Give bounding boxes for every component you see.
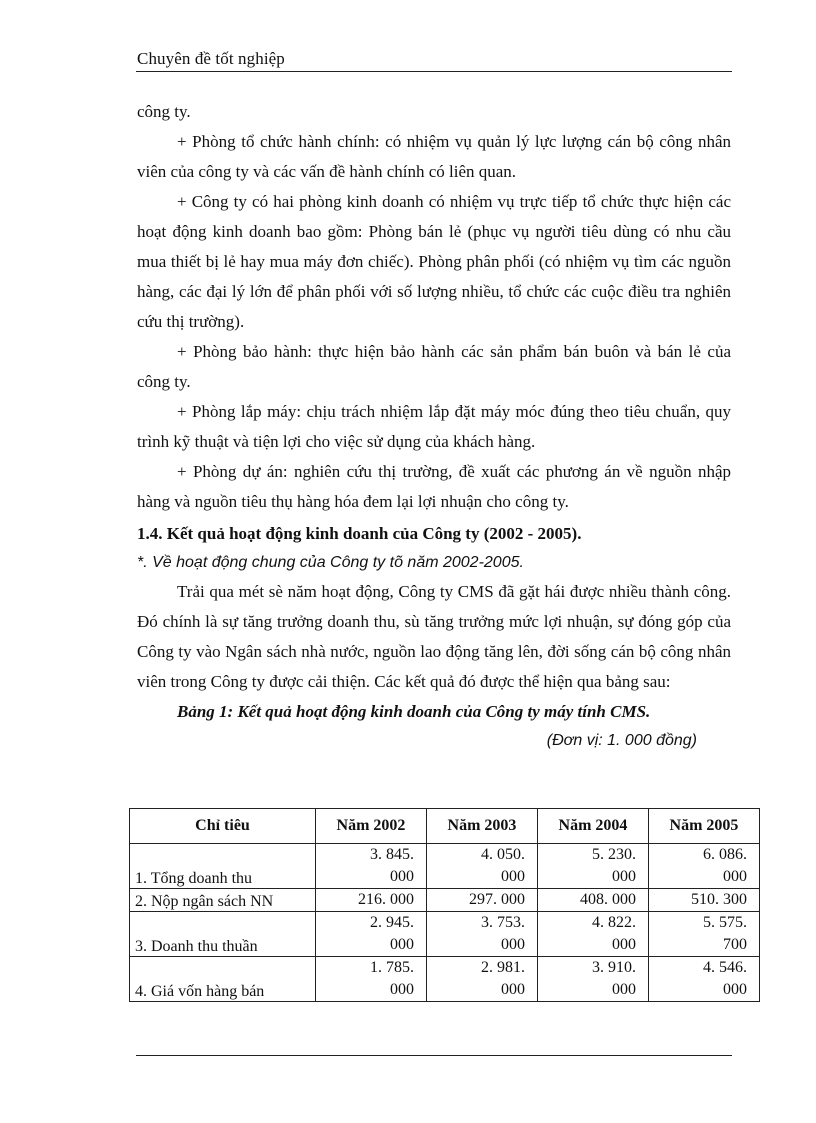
cell-value: 2. 981. 000 [427, 957, 538, 1002]
paragraph-phong-lap-may: + Phòng lắp máy: chịu trách nhiệm lắp đặt máy móc đúng theo tiêu chuẩn, quy trình kỹ thuật và tiện lợi cho việc sử dụng của khách hàng. [137, 402, 731, 451]
row-label: 3. Doanh thu thuần [130, 912, 316, 957]
table-header-row [130, 809, 760, 844]
cell-value: 3. 845. 000 [316, 844, 427, 889]
paragraph-phong-kinh-doanh: + Công ty có hai phòng kinh doanh có nhiệm vụ trực tiếp tổ chức thực hiện các hoạt động kinh doanh bao gồm: Phòng bán lẻ (phục vụ người tiêu dùng có nhu cầu mua thiết bị lẻ hay mua máy đơn chiếc). Phòng phân phối (có nhiệm vụ tìm các nguồn hàng, các đại lý lớn để phân phối với số lượng nhiều, tổ chức các cuộc điều tra nghiên cứu thị trường). [137, 192, 731, 331]
cell-value: 2. 945. 000 [316, 912, 427, 957]
section-intro: Trải qua mét sè năm hoạt động, Công ty CMS đã gặt hái được nhiều thành công. Đó chính là sự tăng trưởng doanh thu, sù tăng trưởng mức lợi nhuận, sự đóng góp của Công ty vào Ngân sách nhà nước, nguồn lao động tăng lên, đời sống cán bộ công nhân viên trong Công ty được cải thiện. Các kết quả đó được thể hiện qua bảng sau: [137, 582, 731, 691]
row-label: 4. Giá vốn hàng bán [130, 957, 316, 1002]
cell-value: 3. 910. 000 [538, 957, 649, 1002]
results-table [129, 808, 760, 1002]
header-year-2004: Năm 2004 [538, 809, 649, 844]
row-label: 1. Tổng doanh thu [130, 844, 316, 889]
cell-value: 1. 785. 000 [316, 957, 427, 1002]
cell-value: 408. 000 [538, 889, 649, 912]
row-label: 2. Nộp ngân sách NN [130, 889, 316, 912]
table-row [130, 889, 760, 912]
cell-value: 4. 546. 000 [649, 957, 760, 1002]
header-year-2002: Năm 2002 [316, 809, 427, 844]
section-heading: 1.4. Kết quả hoạt động kinh doanh của Công ty (2002 - 2005). [137, 524, 582, 543]
cell-value: 297. 000 [427, 889, 538, 912]
cell-value: 510. 300 [649, 889, 760, 912]
cell-value: 4. 822. 000 [538, 912, 649, 957]
table-caption: Bảng 1: Kết quả hoạt động kinh doanh của Công ty máy tính CMS. [177, 702, 651, 721]
table-row [130, 957, 760, 1002]
footer-divider [136, 1055, 732, 1056]
header-divider [136, 71, 732, 72]
document-body [137, 97, 731, 755]
cell-value: 5. 230. 000 [538, 844, 649, 889]
paragraph-continuation: công ty. [137, 102, 191, 121]
table-row [130, 912, 760, 957]
cell-value: 6. 086. 000 [649, 844, 760, 889]
paragraph-phong-to-chuc: + Phòng tổ chức hành chính: có nhiệm vụ quản lý lực lượng cán bộ công nhân viên của công ty và các vấn đề hành chính có liên quan. [137, 132, 731, 181]
section-subheading: *. Về hoạt động chung của Công ty tõ năm 2002-2005. [137, 554, 524, 571]
cell-value: 5. 575. 700 [649, 912, 760, 957]
page-header-title: Chuyên đề tốt nghiệp [137, 49, 285, 68]
cell-value: 216. 000 [316, 889, 427, 912]
header-year-2003: Năm 2003 [427, 809, 538, 844]
cell-value: 4. 050. 000 [427, 844, 538, 889]
table-unit: (Đơn vị: 1. 000 đồng) [546, 732, 697, 749]
table-row [130, 844, 760, 889]
cell-value: 3. 753. 000 [427, 912, 538, 957]
paragraph-phong-bao-hanh: + Phòng bảo hành: thực hiện bảo hành các sản phẩm bán buôn và bán lẻ của công ty. [137, 342, 731, 391]
header-year-2005: Năm 2005 [649, 809, 760, 844]
header-chi-tieu: Chỉ tiêu [130, 809, 316, 844]
paragraph-phong-du-an: + Phòng dự án: nghiên cứu thị trường, đề xuất các phương án về nguồn nhập hàng và nguồn tiêu thụ hàng hóa đem lại lợi nhuận cho công ty. [137, 462, 731, 511]
